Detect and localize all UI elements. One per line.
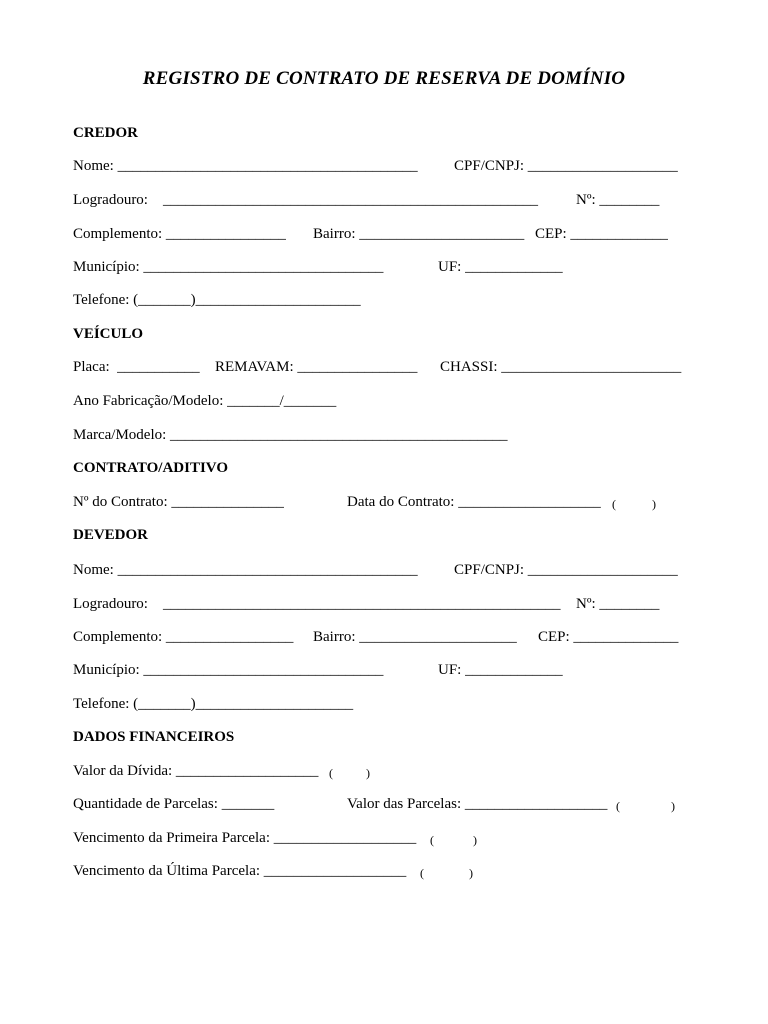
devedor-cpf-field[interactable]: CPF/CNPJ: ____________________ <box>454 562 678 578</box>
credor-uf-field[interactable]: UF: _____________ <box>438 259 563 275</box>
devedor-municipio-field[interactable]: Município: ________________________________ <box>73 662 384 678</box>
devedor-uf-field[interactable]: UF: _____________ <box>438 662 563 678</box>
contrato-numero-field[interactable]: Nº do Contrato: _______________ <box>73 494 284 510</box>
contrato-data-field[interactable]: Data do Contrato: ___________________ <box>347 494 601 510</box>
financeiro-valor-divida-parenthesis: ( ) <box>329 766 370 780</box>
veiculo-ano-field[interactable]: Ano Fabricação/Modelo: _______/_______ <box>73 393 337 409</box>
devedor-telefone-field[interactable]: Telefone: (_______)_____________________ <box>73 696 354 712</box>
financeiro-vencimento-ultima-field[interactable]: Vencimento da Última Parcela: ___________________ <box>73 863 407 879</box>
credor-complemento-field[interactable]: Complemento: ________________ <box>73 226 286 242</box>
devedor-logradouro-label: Logradouro: <box>73 596 148 612</box>
financeiro-valor-parcelas-parenthesis: ( ) <box>616 799 675 813</box>
veiculo-placa-field[interactable]: Placa: ___________ <box>73 359 200 375</box>
devedor-cep-field[interactable]: CEP: ______________ <box>538 629 679 645</box>
devedor-complemento-field[interactable]: Complemento: _________________ <box>73 629 294 645</box>
credor-bairro-field[interactable]: Bairro: ______________________ <box>313 226 525 242</box>
financeiro-quantidade-parcelas-field[interactable]: Quantidade de Parcelas: _______ <box>73 796 275 812</box>
devedor-nome-field[interactable]: Nome: ________________________________________ <box>73 562 418 578</box>
financeiro-vencimento-primeira-field[interactable]: Vencimento da Primeira Parcela: ___________________ <box>73 830 417 846</box>
devedor-numero-field[interactable]: Nº: ________ <box>576 596 660 612</box>
credor-nome-field[interactable]: Nome: ________________________________________ <box>73 158 418 174</box>
financeiro-vencimento-primeira-parenthesis: ( ) <box>430 833 477 847</box>
credor-cep-field[interactable]: CEP: _____________ <box>535 226 668 242</box>
devedor-bairro-field[interactable]: Bairro: _____________________ <box>313 629 517 645</box>
credor-municipio-field[interactable]: Município: ________________________________ <box>73 259 384 275</box>
veiculo-remavam-field[interactable]: REMAVAM: ________________ <box>215 359 418 375</box>
section-financeiro-heading: DADOS FINANCEIROS <box>73 729 235 745</box>
section-credor-heading: CREDOR <box>73 125 139 141</box>
credor-logradouro-field[interactable]: __________________________________________________ <box>163 192 538 208</box>
credor-telefone-field[interactable]: Telefone: (_______)______________________ <box>73 292 361 308</box>
section-devedor-heading: DEVEDOR <box>73 527 149 543</box>
financeiro-valor-divida-field[interactable]: Valor da Dívida: ___________________ <box>73 763 319 779</box>
section-veiculo-heading: VEÍCULO <box>73 326 144 342</box>
contrato-data-parenthesis: ( ) <box>612 497 656 511</box>
veiculo-chassi-field[interactable]: CHASSI: ________________________ <box>440 359 682 375</box>
document-title: REGISTRO DE CONTRATO DE RESERVA DE DOMÍNIO <box>142 68 626 89</box>
financeiro-vencimento-ultima-parenthesis: ( ) <box>420 866 473 880</box>
section-contrato-heading: CONTRATO/ADITIVO <box>73 460 229 476</box>
credor-numero-field[interactable]: Nº: ________ <box>576 192 660 208</box>
veiculo-marca-field[interactable]: Marca/Modelo: _____________________________________________ <box>73 427 508 443</box>
credor-cpf-field[interactable]: CPF/CNPJ: ____________________ <box>454 158 678 174</box>
financeiro-valor-parcelas-field[interactable]: Valor das Parcelas: ___________________ <box>347 796 608 812</box>
credor-logradouro-label: Logradouro: <box>73 192 148 208</box>
devedor-logradouro-field[interactable]: _____________________________________________________ <box>163 596 561 612</box>
